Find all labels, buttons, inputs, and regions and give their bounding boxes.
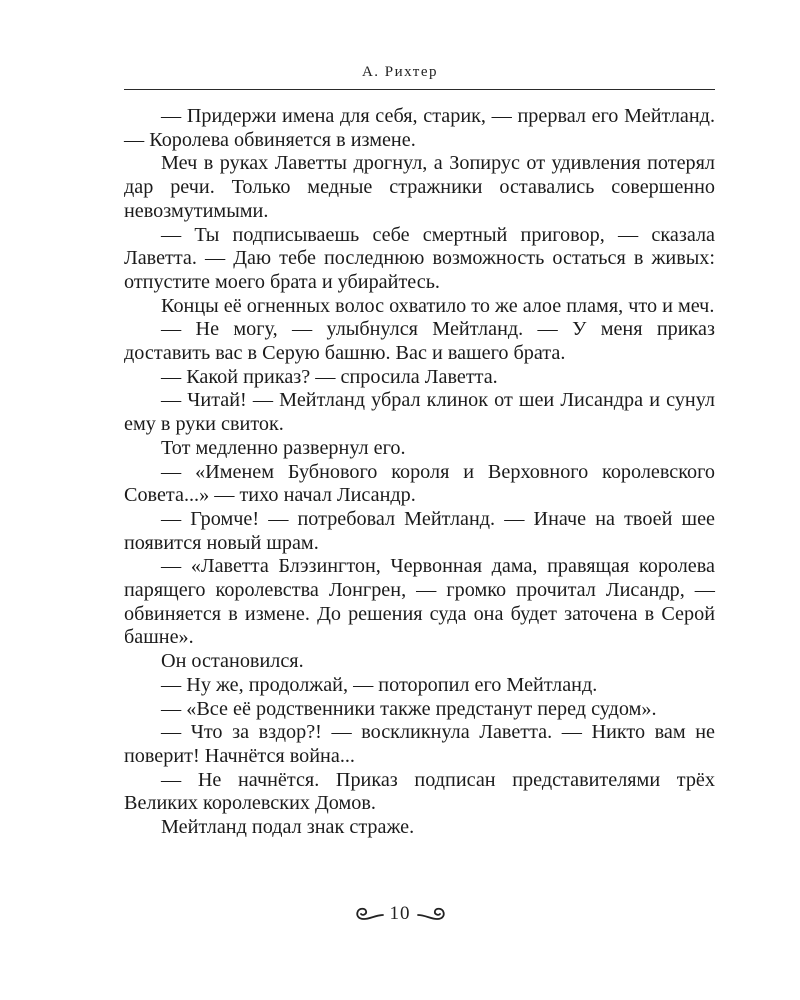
paragraph: — Ты подписываешь себе смертный приговор, — сказала Лаветта. — Даю тебе последнюю возможность остаться в живых: отпустите моего брата и убирайтесь. bbox=[124, 223, 715, 293]
paragraph: Он остановился. bbox=[161, 650, 304, 673]
paragraph: — Какой приказ? — спросила Лаветта. bbox=[161, 365, 498, 388]
paragraph: — Не могу, — улыбнулся Мейтланд. — У меня приказ доставить вас в Серую башню. Вас и вашего брата. bbox=[124, 318, 715, 365]
paragraph: — «Именем Бубнового короля и Верховного королевского Совета...» — тихо начал Лисандр. bbox=[124, 460, 715, 507]
paragraph: — Не начнётся. Приказ подписан представителями трёх Великих королевских Домов. bbox=[124, 768, 715, 815]
header-rule bbox=[124, 89, 715, 90]
paragraph: — Читай! — Мейтланд убрал клинок от шеи Лисандра и сунул ему в руки свиток. bbox=[124, 389, 715, 436]
paragraph: — «Лаветта Блэзингтон, Червонная дама, правящая королева парящего королевства Лонгрен, — громко прочитал Лисандр, — обвиняется в измене. До решения суда она будет заточена в Серой башне». bbox=[124, 555, 715, 649]
paragraph: Меч в руках Лаветты дрогнул, а Зопирус от удивления потерял дар речи. Только медные стражники оставались совершенно невозмутимыми. bbox=[124, 152, 715, 222]
page-footer bbox=[0, 903, 800, 925]
page-number: 10 bbox=[389, 903, 411, 924]
left-swirl-ornament-icon bbox=[354, 906, 384, 922]
paragraph: Тот медленно развернул его. bbox=[161, 436, 406, 459]
paragraph: — «Все её родственники также предстанут перед судом». bbox=[161, 697, 657, 720]
paragraph: — Что за вздор?! — воскликнула Лаветта. — Никто вам не поверит! Начнётся война... bbox=[124, 721, 715, 767]
right-swirl-ornament-icon bbox=[417, 906, 447, 922]
running-head: А. Рихтер bbox=[361, 64, 439, 80]
paragraph: Концы её огненных волос охватило то же алое пламя, что и меч. bbox=[161, 294, 715, 317]
paragraph: Мейтланд подал знак страже. bbox=[161, 816, 415, 839]
body-text bbox=[124, 105, 715, 840]
paragraph: — Громче! — потребовал Мейтланд. — Иначе на твоей шее появится новый шрам. bbox=[124, 507, 715, 554]
paragraph: — Ну же, продолжай, — поторопил его Мейтланд. bbox=[161, 673, 598, 696]
paragraph: — Придержи имена для себя, старик, — прервал его Мейтланд. — Королева обвиняется в измене. bbox=[124, 105, 715, 151]
